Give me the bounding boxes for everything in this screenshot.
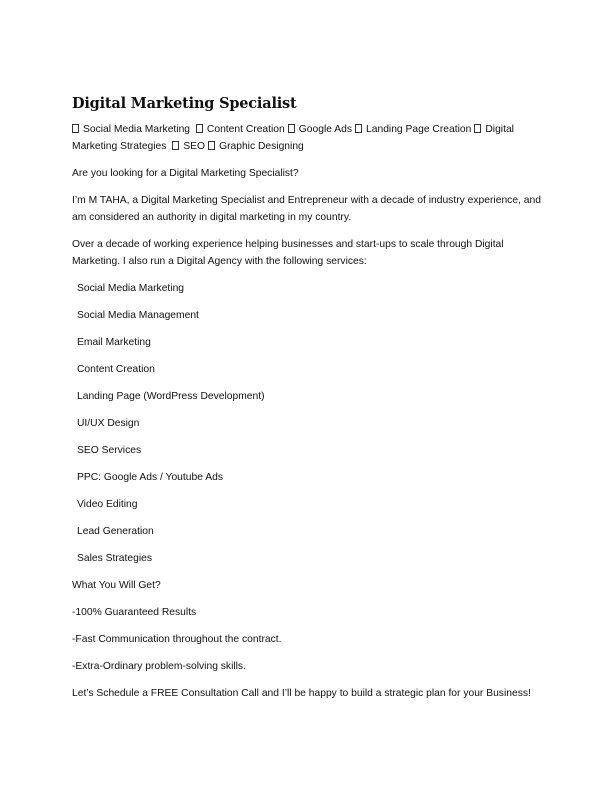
skill: Digital Marketing Strategies [72, 124, 514, 152]
service-item: PPC: Google Ads / Youtube Ads [77, 472, 223, 483]
missing-glyph-icon [208, 141, 215, 150]
skill: Content Creation [206, 124, 285, 135]
service-item: Sales Strategies [77, 553, 152, 564]
skill: Graphic Designing [219, 141, 304, 152]
skills-line [72, 121, 541, 155]
service-item: Video Editing [77, 499, 138, 510]
page-title: Digital Marketing Specialist [72, 95, 297, 112]
benefit-item: -Fast Communication throughout the contract. [72, 634, 282, 645]
skill: SEO [183, 141, 206, 152]
missing-glyph-icon [72, 124, 79, 133]
service-item: Landing Page (WordPress Development) [77, 391, 265, 402]
call-to-action: Let’s Schedule a FREE Consultation Call and I’ll be happy to build a strategic plan for your Business! [72, 688, 531, 699]
missing-glyph-icon [474, 124, 481, 133]
service-item: Content Creation [77, 364, 155, 375]
service-item: Social Media Marketing [77, 283, 185, 294]
skill: Landing Page Creation [366, 124, 472, 135]
service-item: Social Media Management [77, 310, 199, 321]
skill: Social Media Marketing [83, 124, 191, 135]
service-item: SEO Services [77, 445, 142, 456]
missing-glyph-icon [196, 124, 203, 133]
benefit-item: -100% Guaranteed Results [72, 607, 197, 618]
missing-glyph-icon [172, 141, 179, 150]
question: Are you looking for a Digital Marketing Specialist? [72, 168, 299, 179]
service-item: Lead Generation [77, 526, 154, 537]
document-page [72, 94, 541, 712]
benefit-item: -Extra-Ordinary problem-solving skills. [72, 661, 246, 672]
intro-paragraph: I’m M TAHA, a Digital Marketing Specialist and Entrepreneur with a decade of industry experience, and am considered an authority in digital marketing in my country. [72, 195, 541, 223]
skill: Google Ads [298, 124, 353, 135]
missing-glyph-icon [355, 124, 362, 133]
experience-paragraph: Over a decade of working experience helping businesses and start-ups to scale through Digital Marketing. I also run a Digital Agency with the following services: [72, 239, 504, 267]
missing-glyph-icon [288, 124, 295, 133]
service-item: UI/UX Design [77, 418, 140, 429]
benefits-heading: What You Will Get? [72, 580, 161, 591]
service-item: Email Marketing [77, 337, 151, 348]
